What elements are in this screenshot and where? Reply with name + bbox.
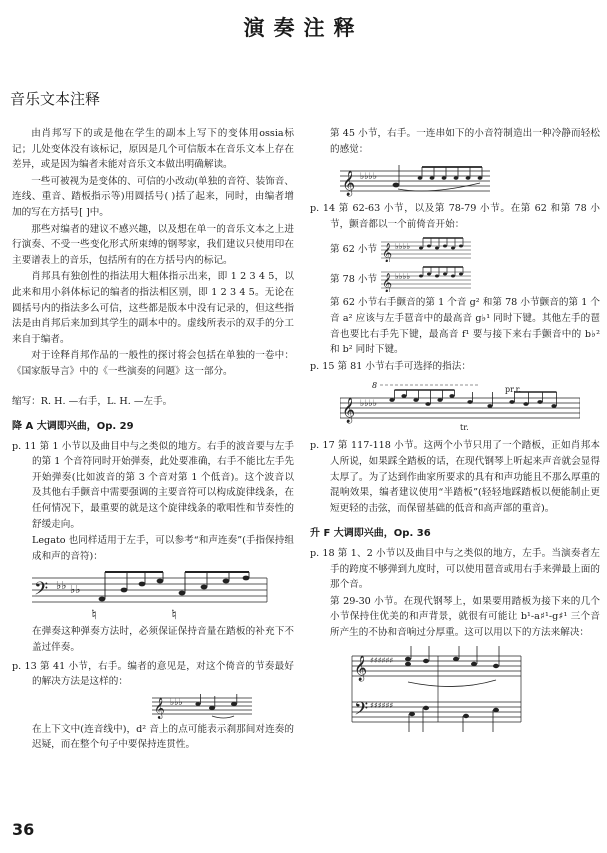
- label-m78: 第 78 小节: [330, 273, 378, 285]
- music-example-grace-note: [12, 692, 294, 720]
- svg-text:𝄞: 𝄞: [382, 273, 393, 293]
- svg-text:𝄞: 𝄞: [342, 171, 356, 197]
- note-m45: 第 45 小节，右手。一连串如下的小音符制造出一种冷静而轻松的感觉：: [330, 128, 600, 155]
- ottava-mark: 8: [372, 381, 378, 391]
- page-title: 演奏注释: [243, 15, 364, 40]
- piece-heading-op36: 升 F 大调即兴曲，Op. 36: [310, 528, 431, 540]
- note-p13-context: 在上下文中(连音线中)，d² 音上的点可能表示刹那间对连奏的迟疑，而在整个句子中要保持连贯性。: [32, 723, 294, 751]
- page-number: 36: [12, 820, 35, 839]
- paragraph-ossia: 由肖邦写下的或是他在学生的副本上写下的变体用ossia标记；儿处变体没有该标记，原因是几个可信版本在音乐文本上存在差异，或是因为编者未能对音乐文本做出明确解读。: [12, 128, 294, 171]
- m81-staff-image: [340, 378, 580, 434]
- svg-text:♭♭♭♭: ♭♭♭♭: [360, 172, 377, 183]
- svg-text:♭♭: ♭♭: [56, 579, 67, 593]
- music-example-small-notes: [310, 161, 600, 197]
- svg-text:𝄞: 𝄞: [354, 656, 368, 682]
- note-p14-detail: 第 62 小节右手颤音的第 1 个音 g² 和第 78 小节颤音的第 1 个音 a² 应该与左手琶音中的最高音 g♭¹ 同时下键。其他左手的琶音也要比右手先下键，最高音 f¹ 要与接下来右手颤音中的 b♭² 和 b² 同时下键。: [330, 297, 600, 356]
- small-notes-staff-image: [340, 161, 490, 197]
- svg-text:♭♭♭♭: ♭♭♭♭: [395, 242, 411, 252]
- note-p18: p. 18 第 1、2 小节以及曲目中与之类似的地方，左手。当演奏者左手的跨度不够弹到九度时，可以使用琶音或用右手来弹最上面的那个音。: [310, 547, 600, 591]
- paragraph-brackets: 一些可被视为是变体的、可信的小改动(单独的音符、装饰音、连线、重音、踏板指示等)用圆括号( )括了起来，同时，由编者增加的写在方括号[ ]中。: [12, 175, 294, 218]
- music-example-legato: [12, 568, 294, 620]
- right-column: [310, 126, 600, 744]
- svg-text:𝄞: 𝄞: [382, 243, 393, 263]
- paragraph-advice: 那些对编者的建议不感兴趣，以及想在单一的音乐文本之上进行演奏、不受一些变化形式所束缚的钢琴家，我们建议只使用印在主要谱表上的音乐，包括所有的在方括号内的标记。: [12, 223, 294, 266]
- svg-text:𝄞: 𝄞: [342, 398, 356, 424]
- svg-text:♭♭♭: ♭♭♭: [170, 697, 183, 708]
- svg-text:𝄞: 𝄞: [154, 697, 165, 719]
- prr-mark: pr.r.: [505, 385, 522, 395]
- paragraph-volume: 对于诠释肖邦作品的一般性的探讨将会包括在单独的一卷中：《国家版导言》中的《一些演奏的问题》这一部分。: [12, 350, 294, 377]
- abbreviations: 缩写：R. H. —右手，L. H. —左手。: [12, 395, 173, 407]
- svg-text:♭♭♭♭: ♭♭♭♭: [360, 399, 377, 410]
- music-example-m29: [310, 646, 600, 738]
- note-p11: p. 11 第 1 小节以及曲目中与之类似的地方。右手的波音要与左手的第 1 个音符同时开始弹奏，此处要准确，右手不能比左手先开始弹奏(比如波音的第 3 个音对第 1 个低音)。这个波音以及其他右手颤音中需要强调的主要音符可以构成旋律线条，在任何情况下，最重要的就是这个旋律线条的歌唱性和节奏性的舒缓走向。: [12, 440, 294, 530]
- note-p17: p. 17 第 117-118 小节。这两个小节只用了一个踏板，正如肖邦本人所说，如果踩全踏板的话，在现代钢琴上听起来声音就会显得太厚了。为了达到作曲家所要求的具有和声功能且不那么厚重的混响效果，编者建议使用“半踏板”(轻轻地踩踏板以便能制止更短更轻的击弦，而保留基础的低音和高声部的重音)。: [310, 440, 600, 514]
- trill-mark: tr.: [460, 423, 469, 433]
- note-p14: p. 14 第 62-63 小节，以及第 78-79 小节。在第 62 和第 78 小节，颤音都以一个前倚音开始：: [310, 203, 600, 230]
- pedal-mark-2: 𝄮: [172, 606, 177, 620]
- svg-text:♯♯♯♯♯♯: ♯♯♯♯♯♯: [370, 701, 394, 711]
- note-p13: p. 13 第 41 小节，右手。编者的意见是，对这个倚音的节奏最好的解决方法是这样的：: [12, 660, 294, 688]
- music-example-m78: [310, 266, 600, 292]
- m62-staff-image: [381, 236, 471, 262]
- music-example-m81: [310, 378, 600, 434]
- paragraph-fingering: 肖邦具有独创性的指法用大粗体指示出来，即 1 2 3 4 5，以此来和用小斜体标记的编者的指法相区别，即 1 2 3 4 5。无论在圆括号内的指法多么可信，这些都是版本中没有记录的，但这些指法是由肖邦后来加到其学生的副本中的。虚线所表示的双手的分工来自于编者。: [12, 271, 294, 345]
- note-p11-balance: 在弹奏这种弹奏方法时，必须保证保持音量在踏板的补充下不盖过伴奏。: [32, 626, 294, 654]
- left-column: [12, 126, 294, 754]
- music-example-m62: [310, 236, 600, 262]
- grace-note-staff-image: [152, 692, 252, 720]
- svg-text:𝄢: 𝄢: [354, 699, 369, 725]
- m78-staff-image: [381, 266, 471, 292]
- bass-staff-image: [32, 568, 272, 620]
- m29-grand-staff-image: [346, 646, 526, 738]
- svg-text:♯♯♯♯♯♯: ♯♯♯♯♯♯: [370, 656, 394, 666]
- note-p15: p. 15 第 81 小节右手可选择的指法：: [310, 360, 471, 372]
- svg-text:♭♭: ♭♭: [70, 583, 81, 597]
- note-p11-legato: Legato 也同样适用于左手，可以参考“和声连奏”(手指保持组成和声的音符)：: [32, 535, 294, 562]
- svg-text:𝄢: 𝄢: [34, 579, 49, 605]
- label-m62: 第 62 小节: [330, 243, 378, 255]
- svg-text:♭♭♭♭: ♭♭♭♭: [395, 272, 411, 282]
- note-m29: 第 29-30 小节。在现代钢琴上，如果要用踏板为接下来的几个小节保持住优美的和声背景，就很有可能让 b¹-a♯¹-g♯¹ 三个音所产生的不协和音响过分厚重。这可以用以下的方法来解决：: [330, 595, 600, 638]
- section-heading: 音乐文本注释: [10, 90, 101, 108]
- piece-heading-op29: 降 A 大调即兴曲，Op. 29: [12, 421, 134, 433]
- pedal-mark-1: 𝄮: [92, 606, 97, 620]
